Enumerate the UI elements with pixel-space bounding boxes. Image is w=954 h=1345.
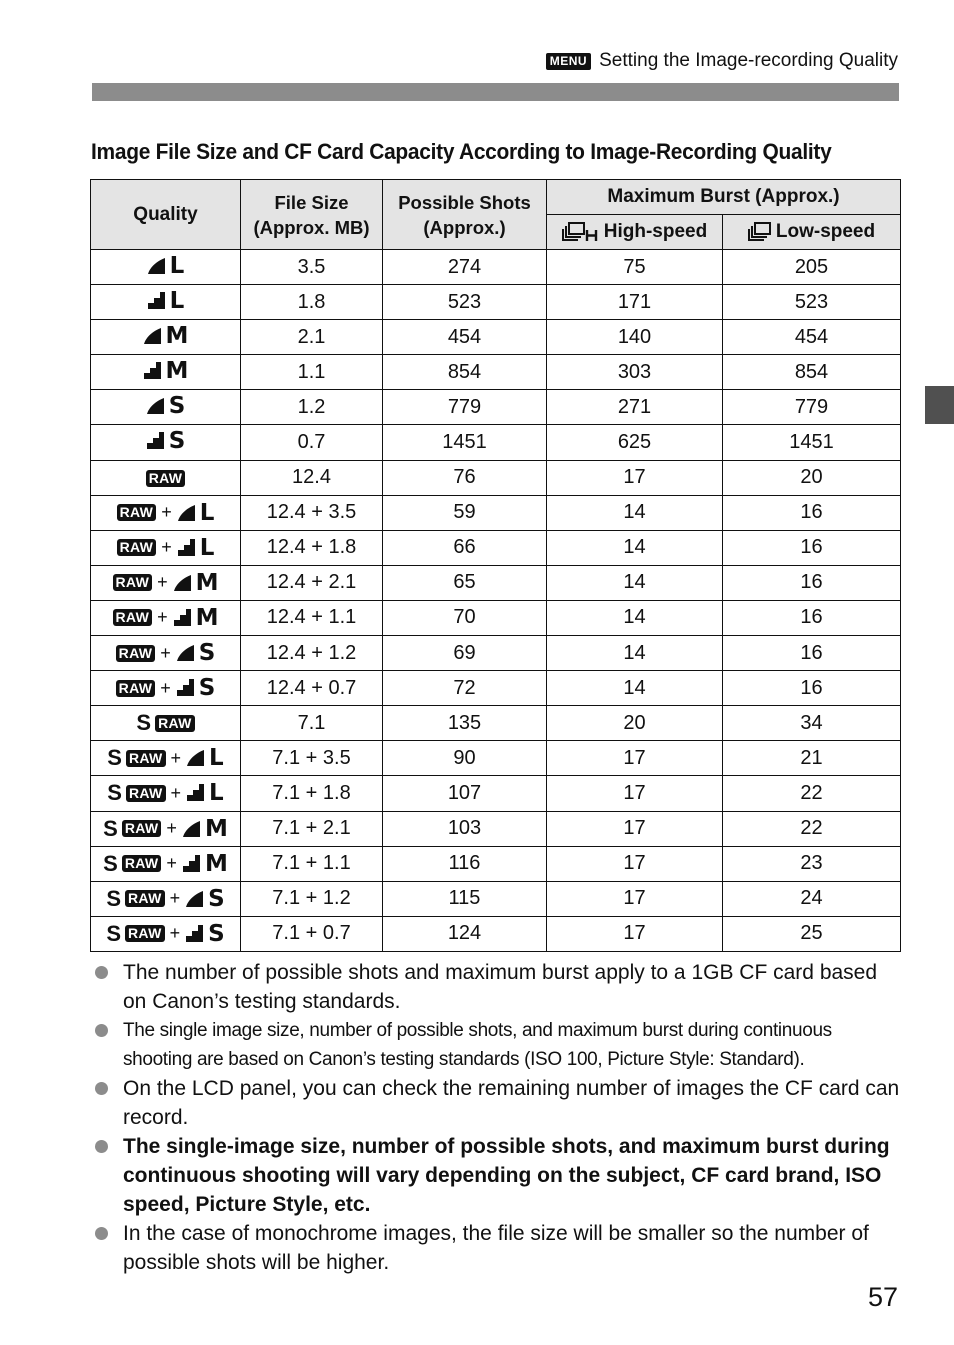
low-speed-burst-cell: 22 (723, 811, 901, 846)
raw-icon: RAW (126, 750, 166, 767)
file-size-cell: 7.1 (241, 706, 383, 741)
continuous-low-speed-icon (748, 222, 772, 242)
low-speed-burst-cell: 1451 (723, 425, 901, 460)
file-size-cell: 7.1 + 3.5 (241, 741, 383, 776)
image-size-label: L (209, 745, 224, 772)
high-speed-burst-cell: 17 (547, 916, 723, 951)
possible-shots-cell: 72 (383, 671, 547, 706)
file-size-cell: 12.4 + 1.1 (241, 600, 383, 635)
fine-compression-icon (143, 326, 163, 346)
table-row (91, 495, 901, 530)
image-size-label: L (169, 252, 185, 279)
high-speed-burst-cell: 625 (547, 425, 723, 460)
section-title: Image File Size and CF Card Capacity According to Image-Recording Quality (91, 139, 832, 164)
normal-compression-icon (143, 361, 163, 381)
high-speed-burst-cell: 14 (547, 495, 723, 530)
quality-cell (91, 811, 241, 846)
plus-sign: + (161, 502, 172, 523)
table-row (91, 285, 901, 320)
raw-icon: RAW (125, 925, 165, 942)
image-size-label: L (199, 534, 215, 561)
file-size-cell: 7.1 + 1.8 (241, 776, 383, 811)
page-number: 57 (867, 1282, 898, 1312)
running-header (546, 50, 898, 72)
image-size-label: S (168, 392, 186, 419)
low-speed-burst-cell: 523 (723, 285, 901, 320)
table-row (91, 811, 901, 846)
high-speed-burst-cell: 14 (547, 600, 723, 635)
raw-icon: RAW (122, 820, 162, 837)
header-max-burst: Maximum Burst (Approx.) (547, 180, 901, 215)
table-row (91, 600, 901, 635)
low-speed-burst-cell: 22 (723, 776, 901, 811)
file-size-cell: 1.1 (241, 355, 383, 390)
raw-icon: RAW (126, 785, 166, 802)
sraw-prefix: S (106, 920, 122, 946)
file-size-cell: 2.1 (241, 320, 383, 355)
plus-sign: + (170, 782, 182, 803)
table-row (91, 320, 901, 355)
image-size-label: S (208, 885, 225, 912)
image-size-label: M (195, 604, 219, 631)
fine-compression-icon (146, 396, 166, 416)
raw-icon: RAW (122, 855, 162, 872)
file-size-cell: 12.4 (241, 460, 383, 495)
image-size-label: L (209, 780, 224, 807)
possible-shots-cell: 90 (383, 741, 547, 776)
high-speed-burst-cell: 17 (547, 811, 723, 846)
high-speed-burst-cell: 20 (547, 706, 723, 741)
possible-shots-cell: 135 (383, 706, 547, 741)
possible-shots-cell: 69 (383, 636, 547, 671)
high-speed-burst-cell: 14 (547, 636, 723, 671)
plus-sign: + (166, 853, 177, 874)
image-size-label: S (198, 640, 216, 667)
high-speed-burst-cell: 75 (547, 250, 723, 285)
file-size-cell: 1.2 (241, 390, 383, 425)
high-speed-burst-cell: 303 (547, 355, 723, 390)
raw-icon: RAW (146, 470, 186, 487)
table-row (91, 671, 901, 706)
table-row (91, 460, 901, 495)
normal-compression-icon (177, 538, 197, 558)
raw-icon: RAW (125, 890, 165, 907)
quality-cell (91, 565, 241, 600)
bullet-icon (95, 1024, 108, 1037)
plus-sign: + (169, 888, 181, 909)
file-size-cell: 12.4 + 3.5 (241, 495, 383, 530)
plus-sign: + (157, 607, 168, 628)
file-size-cell: 7.1 + 2.1 (241, 811, 383, 846)
image-size-label: L (199, 499, 215, 526)
note-text: The single-image size, number of possible shots, and maximum burst during continuous shooting will vary depending on the subject, CF card brand, ISO speed, Picture Style, etc. (123, 1135, 890, 1216)
low-speed-burst-cell: 16 (723, 565, 901, 600)
image-size-label: L (169, 287, 185, 314)
possible-shots-cell: 454 (383, 320, 547, 355)
file-size-cell: 1.8 (241, 285, 383, 320)
note-item (95, 1219, 901, 1277)
image-size-label: M (165, 322, 189, 349)
bullet-icon (95, 966, 108, 979)
table-row (91, 741, 901, 776)
quality-cell (91, 776, 241, 811)
image-size-label: S (198, 675, 216, 702)
image-size-label: M (204, 815, 228, 842)
continuous-high-speed-icon (562, 222, 600, 242)
normal-compression-icon (182, 854, 202, 874)
header-possible-shots: Possible Shots (Approx.) (383, 180, 547, 250)
low-speed-burst-cell: 23 (723, 846, 901, 881)
image-size-label: M (204, 850, 228, 877)
low-speed-burst-cell: 24 (723, 881, 901, 916)
possible-shots-cell: 103 (383, 811, 547, 846)
low-speed-burst-cell: 20 (723, 460, 901, 495)
plus-sign: + (166, 818, 177, 839)
sraw-prefix: S (107, 780, 122, 806)
file-size-cell: 3.5 (241, 250, 383, 285)
table-row (91, 530, 901, 565)
raw-icon: RAW (155, 715, 195, 732)
raw-icon: RAW (116, 680, 156, 697)
plus-sign: + (160, 677, 171, 698)
note-text: The single image size, number of possible shots, and maximum burst during continuous shooting are based on Canon’s testing standards (ISO 100, Picture Style: Standard). (123, 1020, 832, 1070)
low-speed-burst-cell: 779 (723, 390, 901, 425)
high-speed-burst-cell: 171 (547, 285, 723, 320)
note-item (95, 958, 901, 1016)
running-header-title: Setting the Image-recording Quality (599, 50, 898, 71)
low-speed-burst-cell: 21 (723, 741, 901, 776)
raw-icon: RAW (113, 574, 153, 591)
bullet-icon (95, 1140, 108, 1153)
chapter-tab (925, 386, 954, 424)
image-size-label: M (165, 357, 189, 384)
table-row (91, 776, 901, 811)
note-item (95, 1132, 901, 1219)
possible-shots-cell: 115 (383, 881, 547, 916)
high-speed-burst-cell: 17 (547, 741, 723, 776)
file-size-cell: 7.1 + 0.7 (241, 916, 383, 951)
quality-cell (91, 671, 241, 706)
image-size-label: S (168, 428, 186, 455)
fine-compression-icon (177, 503, 197, 523)
quality-cell (91, 390, 241, 425)
note-text: The number of possible shots and maximum burst apply to a 1GB CF card based on Canon’s testing standards. (123, 961, 878, 1013)
high-speed-burst-cell: 14 (547, 530, 723, 565)
possible-shots-cell: 116 (383, 846, 547, 881)
possible-shots-cell: 76 (383, 460, 547, 495)
possible-shots-cell: 107 (383, 776, 547, 811)
possible-shots-cell: 59 (383, 495, 547, 530)
possible-shots-cell: 1451 (383, 425, 547, 460)
low-speed-burst-cell: 205 (723, 250, 901, 285)
high-speed-burst-cell: 140 (547, 320, 723, 355)
possible-shots-cell: 70 (383, 600, 547, 635)
quality-cell (91, 741, 241, 776)
low-speed-burst-cell: 16 (723, 495, 901, 530)
fine-compression-icon (147, 256, 167, 276)
table-row (91, 250, 901, 285)
possible-shots-cell: 523 (383, 285, 547, 320)
note-text: In the case of monochrome images, the file size will be smaller so the number of possible shots will be higher. (123, 1222, 869, 1274)
fine-compression-icon (173, 573, 193, 593)
sraw-prefix: S (136, 710, 152, 736)
table-row (91, 355, 901, 390)
header-quality: Quality (91, 180, 241, 250)
header-low-speed: Low-speed (723, 215, 901, 250)
table-row (91, 916, 901, 951)
low-speed-burst-cell: 16 (723, 600, 901, 635)
notes-list (95, 958, 901, 1277)
quality-table (90, 179, 901, 952)
low-speed-burst-cell: 16 (723, 671, 901, 706)
raw-icon: RAW (117, 539, 157, 556)
normal-compression-icon (147, 291, 167, 311)
plus-sign: + (170, 747, 182, 768)
fine-compression-icon (176, 643, 196, 663)
raw-icon: RAW (113, 609, 153, 626)
possible-shots-cell: 66 (383, 530, 547, 565)
quality-cell (91, 600, 241, 635)
table-row (91, 425, 901, 460)
high-speed-burst-cell: 17 (547, 881, 723, 916)
quality-cell (91, 881, 241, 916)
quality-cell (91, 846, 241, 881)
quality-cell (91, 636, 241, 671)
sraw-prefix: S (107, 745, 122, 771)
image-size-label: M (195, 569, 219, 596)
table-row (91, 881, 901, 916)
quality-cell (91, 250, 241, 285)
bullet-icon (95, 1227, 108, 1240)
fine-compression-icon (185, 889, 205, 909)
file-size-cell: 12.4 + 1.8 (241, 530, 383, 565)
plus-sign: + (157, 572, 168, 593)
possible-shots-cell: 124 (383, 916, 547, 951)
quality-cell (91, 460, 241, 495)
bullet-icon (95, 1082, 108, 1095)
low-speed-burst-cell: 25 (723, 916, 901, 951)
sraw-prefix: S (103, 815, 118, 841)
sraw-prefix: S (106, 885, 122, 911)
quality-cell (91, 530, 241, 565)
table-row (91, 706, 901, 741)
low-speed-burst-cell: 854 (723, 355, 901, 390)
table-row (91, 390, 901, 425)
quality-cell (91, 320, 241, 355)
file-size-cell: 12.4 + 0.7 (241, 671, 383, 706)
low-speed-burst-cell: 454 (723, 320, 901, 355)
file-size-cell: 7.1 + 1.2 (241, 881, 383, 916)
normal-compression-icon (146, 431, 166, 451)
header-file-size: File Size (Approx. MB) (241, 180, 383, 250)
table-row (91, 565, 901, 600)
quality-cell (91, 425, 241, 460)
high-speed-burst-cell: 271 (547, 390, 723, 425)
normal-compression-icon (173, 608, 193, 628)
raw-icon: RAW (117, 504, 157, 521)
note-text: On the LCD panel, you can check the remaining number of images the CF card can record. (123, 1077, 900, 1129)
quality-cell (91, 285, 241, 320)
note-item (95, 1074, 901, 1132)
file-size-cell: 12.4 + 2.1 (241, 565, 383, 600)
file-size-cell: 0.7 (241, 425, 383, 460)
file-size-cell: 12.4 + 1.2 (241, 636, 383, 671)
sraw-prefix: S (103, 850, 118, 876)
plus-sign: + (160, 642, 171, 663)
high-speed-burst-cell: 17 (547, 460, 723, 495)
fine-compression-icon (186, 748, 206, 768)
low-speed-burst-cell: 34 (723, 706, 901, 741)
image-size-label: S (208, 920, 225, 947)
low-speed-burst-cell: 16 (723, 530, 901, 565)
high-speed-burst-cell: 14 (547, 565, 723, 600)
possible-shots-cell: 65 (383, 565, 547, 600)
note-item (95, 1016, 901, 1074)
low-speed-burst-cell: 16 (723, 636, 901, 671)
possible-shots-cell: 854 (383, 355, 547, 390)
high-speed-burst-cell: 14 (547, 671, 723, 706)
quality-cell (91, 916, 241, 951)
plus-sign: + (161, 537, 172, 558)
file-size-cell: 7.1 + 1.1 (241, 846, 383, 881)
quality-cell (91, 495, 241, 530)
normal-compression-icon (186, 783, 206, 803)
quality-cell (91, 355, 241, 390)
menu-icon: MENU (546, 53, 591, 70)
table-row (91, 636, 901, 671)
header-bar (92, 83, 899, 101)
fine-compression-icon (182, 819, 202, 839)
plus-sign: + (169, 923, 181, 944)
header-high-speed: High-speed (547, 215, 723, 250)
quality-cell (91, 706, 241, 741)
normal-compression-icon (185, 924, 205, 944)
table-row (91, 846, 901, 881)
normal-compression-icon (176, 678, 196, 698)
possible-shots-cell: 779 (383, 390, 547, 425)
raw-icon: RAW (116, 645, 156, 662)
possible-shots-cell: 274 (383, 250, 547, 285)
high-speed-burst-cell: 17 (547, 776, 723, 811)
high-speed-burst-cell: 17 (547, 846, 723, 881)
